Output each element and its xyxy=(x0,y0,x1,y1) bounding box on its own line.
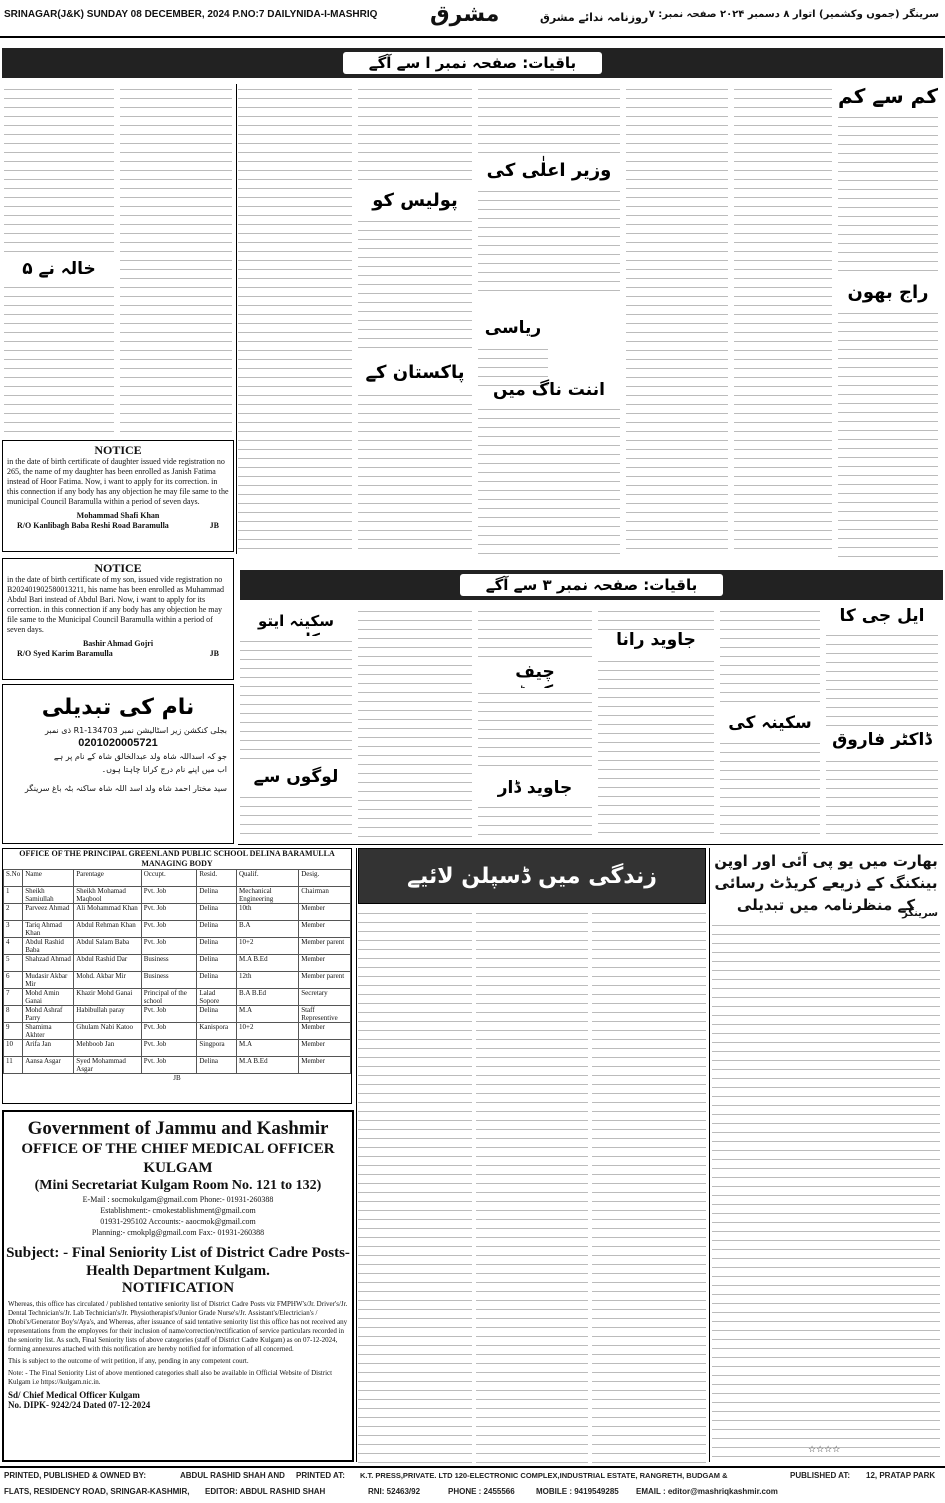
mb-cell: Khazir Mohd Ganai xyxy=(74,989,141,1006)
gov-establishment: Establishment:- cmokestablishment@gmail.com xyxy=(100,1206,256,1215)
gov-number: No. DIPK- 9242/24 Dated 07-12-2024 xyxy=(8,1400,151,1410)
notice-1-address: R/O Kanlibagh Baba Reshi Road Baramulla xyxy=(17,521,169,530)
banner-top-label: باقیات: صفحہ نمبر ا سے آگے xyxy=(343,52,602,74)
managing-body-table xyxy=(3,869,351,1074)
mb-cell: Secretary xyxy=(299,989,351,1006)
mb-cell: Principal of the school xyxy=(141,989,197,1006)
naam-tabdeeli-title: نام کی تبدیلی xyxy=(41,695,195,720)
mb-cell: Member xyxy=(299,921,351,938)
masthead-logo: مشرق xyxy=(430,2,500,27)
mb-cell: 12th xyxy=(237,972,299,989)
naam-signer: سید مختار احمد شاہ ولد اسد اللہ شاہ ساکنہ بٹہ باغ سرینگر xyxy=(24,784,227,793)
mb-cell: Delina xyxy=(197,904,237,921)
mb-cell: Member xyxy=(299,955,351,972)
mb-cell: 2 xyxy=(4,904,23,921)
mb-cell: 9 xyxy=(4,1023,23,1040)
head-chief-secretary: چیف xyxy=(515,662,555,682)
mb-cell: Delina xyxy=(197,972,237,989)
mb-cell: Member xyxy=(299,904,351,921)
mb-cell: 10th xyxy=(237,904,299,921)
head-logon-se: لوگوں سے xyxy=(253,767,339,787)
mb-cell: 4 xyxy=(4,938,23,955)
head-kam-se-kam: کم سے کم xyxy=(838,84,938,108)
mb-cell: Singpora xyxy=(197,1040,237,1057)
gov-notification: NOTIFICATION xyxy=(121,1280,235,1296)
mb-cell: M.A B.Ed xyxy=(237,955,299,972)
mb-cell: Abdul Salam Baba xyxy=(74,938,141,955)
mb-cell: 7 xyxy=(4,989,23,1006)
article-chief-secretary xyxy=(478,688,592,772)
notice-2-signer: Bashir Ahmad Gojri xyxy=(82,639,154,648)
mb-col-header: Resid. xyxy=(197,870,237,887)
gov-place: KULGAM xyxy=(143,1160,213,1176)
mb-cell: Abdul Rashid Dar xyxy=(74,955,141,972)
mb-cell: Shahzad Ahmad xyxy=(23,955,74,972)
mb-col-header: Desig. xyxy=(299,870,351,887)
mb-cell: Pvt. Job xyxy=(141,1040,197,1057)
article-sakina-itoo xyxy=(240,636,352,762)
mb-row xyxy=(4,921,351,938)
naam-tabdeeli-box xyxy=(2,684,234,844)
gov-note: Note: - The Final Seniority List of above mentioned categories shall also be available in Official Website of District Kulgam i.e https://kulgam.nic.in. xyxy=(8,1369,333,1386)
mb-cell: Shamima Akhter xyxy=(23,1023,74,1040)
head-bharat-upi: بھارت میں یو پی آئی اور اوپن بینکنگ کے ذریعے کریڈٹ رسائی کے منظرنامہ میں تبدیلی xyxy=(714,852,938,914)
mb-cell: Mechanical Engineering xyxy=(237,887,299,904)
notice-2-code: JB xyxy=(209,649,219,658)
head-el-ji: ایل جی کا xyxy=(839,606,925,626)
mb-cell: Pvt. Job xyxy=(141,921,197,938)
managing-body-code: JB xyxy=(173,1074,181,1082)
mb-cell: 5 xyxy=(4,955,23,972)
notice-1-body: in the date of birth certificate of daughter issued vide registration no 265, the name of my daughter has been enrolled as Janish Fatima instead of Hoor Fatima. Now, i want to apply for its correction. in this connection if any body has any objection he may file same to the municipal Council Baramulla within a period of seven days. xyxy=(7,457,229,506)
gov-subject: Subject: - Final Seniority List of District Cadre Posts-Health Department Kulgam. xyxy=(6,1245,350,1279)
mb-cell: 8 xyxy=(4,1006,23,1023)
article-col-8 xyxy=(4,84,114,254)
notice-2-title: NOTICE xyxy=(94,561,142,575)
notice-1-code: JB xyxy=(209,521,219,530)
footer-email: EMAIL : editor@mashriqkashmir.com xyxy=(636,1487,778,1496)
mb-cell: Pvt. Job xyxy=(141,1057,197,1074)
article-mid-col-4a xyxy=(478,606,592,660)
mb-row xyxy=(4,938,351,955)
mb-cell: Sheikh Samiullah xyxy=(23,887,74,904)
mb-col-header: Qualif. xyxy=(237,870,299,887)
article-zindagi-col-2 xyxy=(476,908,588,1464)
head-javed-rana: جاوید رانا xyxy=(616,630,696,650)
mb-cell: Pvt. Job xyxy=(141,904,197,921)
article-zindagi-col-1 xyxy=(358,908,472,1464)
mb-cell: Chairman xyxy=(299,887,351,904)
article-col-4a xyxy=(478,84,620,159)
footer xyxy=(0,1466,945,1503)
gov-office: OFFICE OF THE CHIEF MEDICAL OFFICER xyxy=(21,1141,335,1157)
footer-printed-at: K.T. PRESS,PRIVATE. LTD 120-ELECTRONIC COMPLEX,INDUSTRIAL ESTATE, RANGRETH, BUDGAM & xyxy=(360,1471,728,1480)
mb-row xyxy=(4,972,351,989)
head-pakistan-ke: پاکستان کے xyxy=(365,362,465,383)
mb-col-header: Occupt. xyxy=(141,870,197,887)
head-javed-dar: جاوید ڈار xyxy=(497,778,573,798)
head-police-ko: پولیس کو xyxy=(372,190,458,211)
gov-body: Whereas, this office has circulated / published tentative seniority list of District Cadre Posts viz FMPHW's/Jr. Driver's/Jr. Dental Technician's/Jr. Lab Technician's/Jr. Physiotherapist's/Junior Grade Nurse's/Jr. Assistant's/Electrician's / Dhobi's/Generator Boy's/Aya's, and Whereas, after issuance of said tentative seniority list this office has not received any representations from the employees for their inclusion of name/correction/rectification of service particulars recorded in the seniority list. As such, Final Seniority lists of above categories (staff of District Cadre Kulgam) as on 07-12-2024, forming annexures attached with this notification are hereby notified for information of all concerned. xyxy=(8,1300,348,1353)
banner-top xyxy=(2,48,943,78)
mb-cell: Pvt. Job xyxy=(141,1006,197,1023)
mb-cell: 6 xyxy=(4,972,23,989)
mb-cell: Business xyxy=(141,972,197,989)
mb-cell: Delina xyxy=(197,887,237,904)
banner-middle-label: باقیات: صفحہ نمبر ۳ سے آگے xyxy=(460,574,723,596)
mb-cell: B.A xyxy=(237,921,299,938)
mb-cell: Member xyxy=(299,1040,351,1057)
mb-cell: 10+2 xyxy=(237,1023,299,1040)
article-zindagi-col-3 xyxy=(592,908,706,1464)
mb-cell: Aansa Asgar xyxy=(23,1057,74,1074)
article-wazir-e-ala xyxy=(478,186,620,296)
gov-body-2: This is subject to the outcome of writ petition, if any, pending in any competent court. xyxy=(8,1357,249,1365)
gov-sd: Sd/ Chief Medical Officer Kulgam xyxy=(8,1390,140,1400)
article-mid-col-3a xyxy=(598,606,714,630)
head-sakina-ki: سکینہ کی xyxy=(728,713,812,733)
footer-mobile: MOBILE : 9419549285 xyxy=(536,1487,619,1496)
mb-row xyxy=(4,955,351,972)
article-mid-col-5 xyxy=(358,606,472,840)
mb-cell: M.A xyxy=(237,1040,299,1057)
mb-cell: Habibullah paray xyxy=(74,1006,141,1023)
article-logon-se xyxy=(240,792,352,840)
mb-cell: 3 xyxy=(4,921,23,938)
mb-cell: Member xyxy=(299,1023,351,1040)
mb-cell: Parveez Ahmad xyxy=(23,904,74,921)
naam-line-3: جو کہ اسداللہ شاہ ولد عبدالخالق شاہ کے نام پر ہے xyxy=(53,752,227,761)
mb-cell: Pvt. Job xyxy=(141,1023,197,1040)
divider-v3 xyxy=(709,848,710,1462)
article-bharat-upi xyxy=(712,920,940,1460)
mb-cell: Staff Representive xyxy=(299,1006,351,1023)
mb-cell: Abdul Rehman Khan xyxy=(74,921,141,938)
article-pakistan-ke xyxy=(358,390,472,555)
article-khala xyxy=(4,282,114,432)
masthead xyxy=(0,0,945,38)
gov-title: Government of Jammu and Kashmir xyxy=(27,1118,329,1139)
mb-row xyxy=(4,887,351,904)
article-el-ji xyxy=(826,630,938,726)
divider-v2 xyxy=(356,848,357,1462)
head-wazir-e-ala: وزیر اعلٰی کی xyxy=(486,160,612,181)
mb-cell: Delina xyxy=(197,955,237,972)
mb-cell: Delina xyxy=(197,1006,237,1023)
divider-h1 xyxy=(238,844,943,845)
mb-cell: Syed Mohammad Asgar xyxy=(74,1057,141,1074)
mb-cell: Lalad Sopore xyxy=(197,989,237,1006)
footer-published-at-label: PUBLISHED AT: xyxy=(790,1471,850,1480)
article-col-5a xyxy=(358,84,472,184)
footer-rni: RNI: 52463/92 xyxy=(368,1487,421,1496)
mb-cell: Sheikh Mohamad Maqbool xyxy=(74,887,141,904)
mb-cell: 10 xyxy=(4,1040,23,1057)
article-col-7 xyxy=(120,84,232,436)
gov-accounts: 01931-295102 Accounts:- aaocmok@gmail.com xyxy=(100,1217,256,1226)
mb-row xyxy=(4,904,351,921)
managing-body-title: OFFICE OF THE PRINCIPAL GREENLAND PUBLIC SCHOOL DELINA BARAMULLA xyxy=(19,849,335,858)
article-col-2 xyxy=(734,84,832,556)
article-col-6 xyxy=(238,84,352,556)
footer-owner: ABDUL RASHID SHAH AND xyxy=(180,1471,285,1480)
head-khala: خالہ نے ۵ xyxy=(22,259,96,279)
footer-editor: EDITOR: ABDUL RASHID SHAH xyxy=(205,1487,326,1496)
mb-cell: Mohd Amin Ganai xyxy=(23,989,74,1006)
head-anant-nag: اننت ناگ میں xyxy=(493,380,605,400)
notice-1-signer: Mohammad Shafi Khan xyxy=(76,511,160,520)
mb-cell: 1 xyxy=(4,887,23,904)
banner-middle xyxy=(240,570,943,600)
article-javed-rana xyxy=(598,656,714,840)
mb-cell: Member xyxy=(299,1057,351,1074)
mb-col-header: Parentage xyxy=(74,870,141,887)
mb-row xyxy=(4,989,351,1006)
notice-2-address: R/O Syed Karim Baramulla xyxy=(17,649,113,658)
mb-row xyxy=(4,1023,351,1040)
mb-cell: Business xyxy=(141,955,197,972)
footer-published-at: 12, PRATAP PARK xyxy=(866,1471,936,1480)
mb-cell: Pvt. Job xyxy=(141,887,197,904)
naam-line-1: بجلی کنکشن زیر اسٹالیشن نمبر 134703-R1 ذی نمبر xyxy=(44,726,227,735)
mb-row xyxy=(4,1057,351,1074)
naam-tabdeeli-text xyxy=(3,720,233,799)
mb-cell: B.A B.Ed xyxy=(237,989,299,1006)
mb-cell: Abdul Rashid Baba xyxy=(23,938,74,955)
notice-2 xyxy=(2,558,234,680)
naam-line-2: 0201020005721 xyxy=(78,737,158,749)
masthead-center: روزنامہ ندائے مشرق xyxy=(540,11,649,24)
dateline-srinagar: سرینگر xyxy=(902,908,938,919)
footer-phone: PHONE : 2455566 xyxy=(448,1487,515,1496)
mb-cell: Pvt. Job xyxy=(141,938,197,955)
article-javed-dar xyxy=(478,802,592,840)
mb-cell: Delina xyxy=(197,921,237,938)
mb-cell: M.A xyxy=(237,1006,299,1023)
article-raj-bhawan xyxy=(838,308,938,558)
mb-cell: Tariq Ahmad Khan xyxy=(23,921,74,938)
mb-cell: 11 xyxy=(4,1057,23,1074)
mb-cell: Ghulam Nabi Katoo xyxy=(74,1023,141,1040)
notice-1 xyxy=(2,440,234,552)
mb-cell: Arifa Jan xyxy=(23,1040,74,1057)
gov-planning: Planning:- cmokplg@gmail.com Fax:- 01931-260388 xyxy=(91,1228,265,1237)
masthead-right: سرینگر (جموں وکشمیر) اتوار ۸ دسمبر ۲۰۲۴ صفحہ نمبر: ۷ xyxy=(648,9,939,20)
article-dr-farooq xyxy=(826,756,938,840)
article-col-3 xyxy=(626,84,728,556)
mb-col-header: Name xyxy=(23,870,74,887)
mb-row xyxy=(4,1040,351,1057)
gov-room: (Mini Secretariat Kulgam Room No. 121 to 132) xyxy=(34,1178,322,1193)
managing-body-subtitle: MANAGING BODY xyxy=(141,859,213,868)
mb-cell: Delina xyxy=(197,1057,237,1074)
article-police-ko xyxy=(358,216,472,356)
mb-cell: Member parent xyxy=(299,972,351,989)
mb-cell: Delina xyxy=(197,938,237,955)
gov-email: E-Mail : socmokulgam@gmail.com Phone:- 01931-260388 xyxy=(82,1195,274,1204)
footer-printed-by: PRINTED, PUBLISHED & OWNED BY: xyxy=(4,1471,147,1480)
mb-cell: Mohd. Akbar Mir xyxy=(74,972,141,989)
head-riyasi: ریاسی xyxy=(484,318,542,338)
mb-cell: Ali Mohammad Khan xyxy=(74,904,141,921)
mb-col-header: S.No xyxy=(4,870,23,887)
mb-cell: Member parent xyxy=(299,938,351,955)
notice-2-body: in the date of birth certificate of my son, issued vide registration no B202401902580013211, his name has been enrolled as Muhammad Abdul Bari instead of Abdul Bari. Now, i want to apply for its correction. in this connection if any body has any objection he may file same to the Municipal Council Baramulla within a period of seven days. xyxy=(7,575,224,634)
mb-cell: 10+2 xyxy=(237,938,299,955)
masthead-left: SRINAGAR(J&K) SUNDAY 08 DECEMBER, 2024 P.NO:7 DAILYNIDA-I-MASHRIQ xyxy=(4,9,378,20)
mb-cell: Mehboob Jan xyxy=(74,1040,141,1057)
stars-divider: ☆☆☆☆ xyxy=(808,1445,841,1455)
gov-notice xyxy=(2,1110,354,1462)
article-anant-nag xyxy=(478,404,620,554)
head-dr-farooq: ڈاکٹر فاروق xyxy=(832,730,932,750)
naam-line-4: اب میں اپنے نام درج کرانا چاہتا ہوں۔ xyxy=(101,765,227,774)
mb-row xyxy=(4,1006,351,1023)
head-zindagi: زندگی میں ڈسپلن لائیے xyxy=(358,848,706,904)
divider-v1 xyxy=(236,84,237,554)
mb-cell: Mudasir Akbar Mir xyxy=(23,972,74,989)
article-sakina-ki xyxy=(720,738,820,840)
mb-cell: M.A B.Ed xyxy=(237,1057,299,1074)
notice-1-title: NOTICE xyxy=(94,443,142,457)
mb-cell: Mohd Ashraf Parry xyxy=(23,1006,74,1023)
managing-body-box xyxy=(2,848,352,1104)
article-kam-se-kam xyxy=(838,112,938,277)
footer-printed-at-label: PRINTED AT: xyxy=(296,1471,345,1480)
head-raj-bhawan: راج بھون xyxy=(847,282,929,303)
footer-address: FLATS, RESIDENCY ROAD, SRINGAR-KASHMIR, xyxy=(4,1487,190,1496)
article-mid-col-2a xyxy=(720,606,820,710)
head-sakina-itoo: سکینہ ایتو xyxy=(257,612,335,630)
mb-cell: Kanispora xyxy=(197,1023,237,1040)
